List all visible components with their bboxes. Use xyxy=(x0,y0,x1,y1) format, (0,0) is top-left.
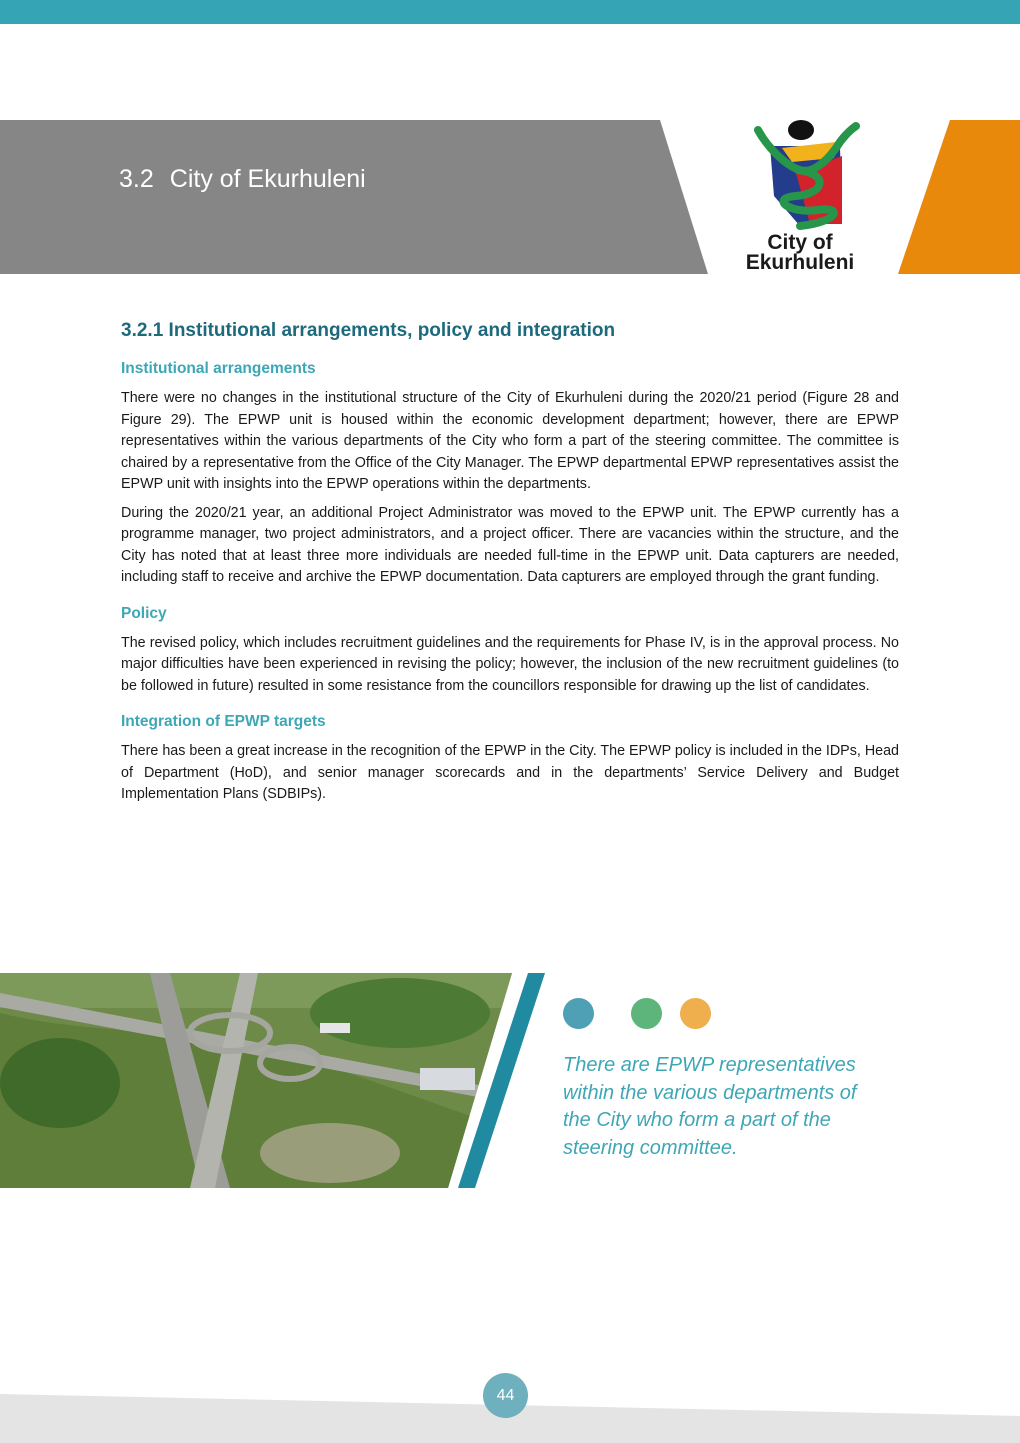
decorative-dot-orange xyxy=(680,998,711,1029)
decorative-dot-green xyxy=(631,998,662,1029)
section-title xyxy=(119,165,366,194)
heading-institutional-arrangements: Institutional arrangements xyxy=(121,360,316,377)
decorative-dot-teal xyxy=(563,998,594,1029)
paragraph: There were no changes in the institutional structure of the City of Ekurhuleni during the 2020/21 period (Figure 28 and Figure 29). The EPWP unit is housed within the economic development department; however, there are EPWP representatives within the various departments of the City who form a part of the steering committee. The committee is chaired by a representative from the Office of the City Manager. The EPWP departmental EPWP representatives assist the EPWP unit with insights into the EPWP operations within the departments. xyxy=(121,390,899,492)
subsection-heading: 3.2.1 Institutional arrangements, policy and integration xyxy=(121,320,616,341)
section-header-band xyxy=(0,120,708,274)
top-accent-bar xyxy=(0,0,1020,24)
section-number: 3.2 xyxy=(119,165,154,193)
page-number: 44 xyxy=(483,1373,528,1418)
pull-quote: There are EPWP representatives within the various departments of the City who form a part of the steering committee. xyxy=(563,1054,857,1159)
paragraph: The revised policy, which includes recruitment guidelines and the requirements for Phase IV, is in the approval process. No major difficulties have been experienced in revising the policy; however, the inclusion of the new recruitment guidelines (to be followed in future) resulted in some resistance from the councillors responsible for drawing up the list of candidates. xyxy=(121,634,899,694)
orange-accent-shape xyxy=(898,120,1020,274)
paragraph: There has been a great increase in the recognition of the EPWP in the City. The EPWP policy is included in the IDPs, Head of Department (HoD), and senior manager scorecards and in the departments’ Service Delivery and Budget Implementation Plans (SDBIPs). xyxy=(121,743,899,802)
heading-policy: Policy xyxy=(121,604,167,622)
paragraph: During the 2020/21 year, an additional Project Administrator was moved to the EPWP unit. The EPWP currently has a programme manager, two project administrators, and a project officer. There are vacancies within the structure, and the City has noted that at least three more individuals are needed full-time in the EPWP unit. Data capturers are needed, including staff to receive and archive the EPWP documentation. Data capturers are employed through the grant funding. xyxy=(121,504,899,585)
logo-line-1: City of xyxy=(767,231,833,254)
heading-integration-of-epwp-targets: Integration of EPWP targets xyxy=(121,713,326,730)
section-title-text: City of Ekurhuleni xyxy=(169,165,366,193)
aerial-highway-photo xyxy=(0,973,545,1188)
logo-line-2: Ekurhuleni xyxy=(745,251,855,274)
main-content xyxy=(121,320,899,813)
logo-wordmark xyxy=(738,233,862,273)
